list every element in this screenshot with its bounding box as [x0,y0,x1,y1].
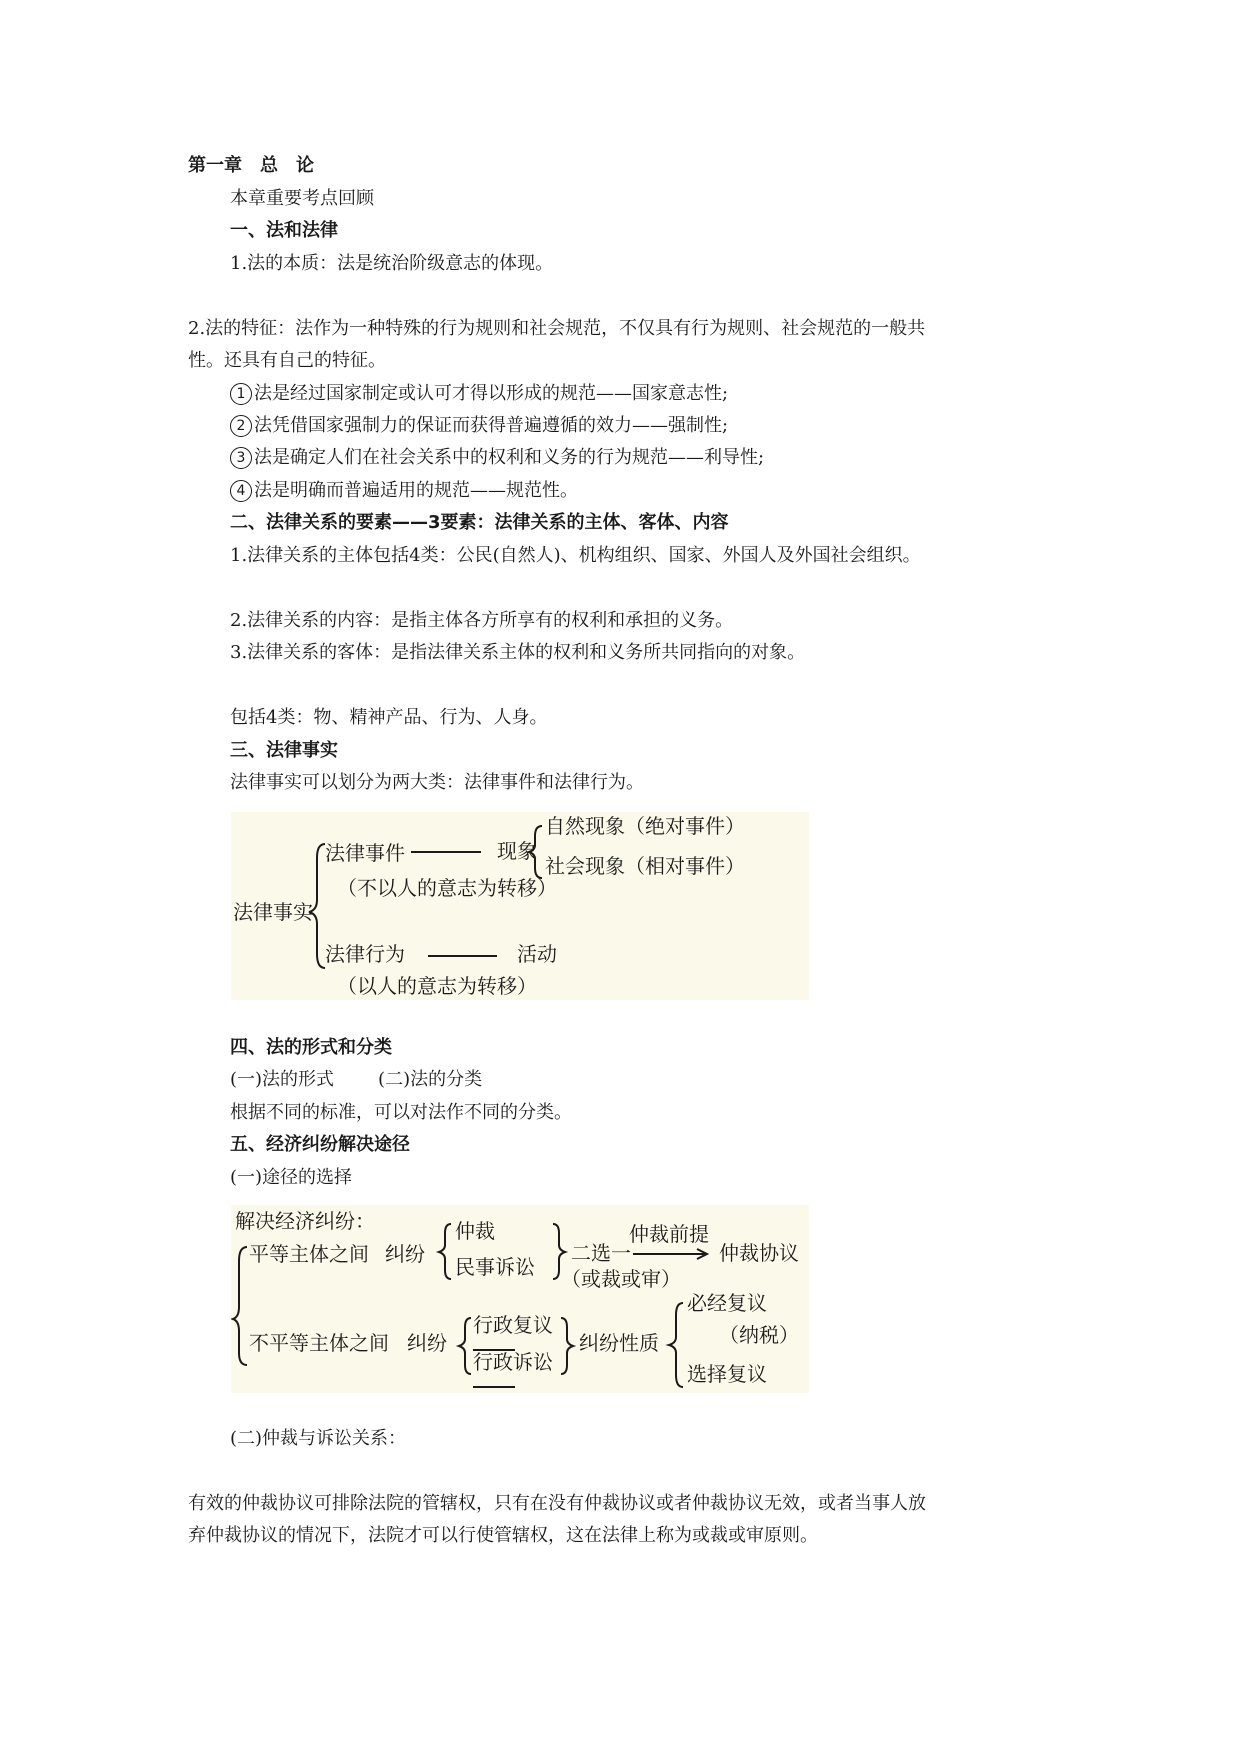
diagram-root: 法律事实 [233,900,313,924]
list-item-text: 法是确定人们在社会关系中的权利和义务的行为规范——利导性; [254,447,765,468]
list-item [230,446,764,470]
review-heading: 本章重要考点回顾 [230,188,374,209]
diagram-dispute: 纠纷 [385,1242,425,1266]
diagram-nature: 纠纷性质 [579,1331,659,1355]
diagram-phenomenon: 现象 [497,839,537,863]
diagram-activity: 活动 [517,942,557,966]
paragraph: 1.法律关系的主体包括4类：公民(自然人)、机构组织、国家、外国人及外国社会组织。 [230,545,921,566]
diagram-act: 法律行为 [325,942,405,966]
nature-brace [669,1303,683,1387]
diagram-arbitration: 仲裁 [455,1219,495,1243]
chapter-title: 第一章 总 论 [188,155,314,176]
circled-number: 2 [230,415,252,437]
list-item [230,479,578,503]
diagram-must-review: 必经复议 [687,1291,767,1315]
subheading: (一)途径的选择 [230,1167,353,1188]
diagram-social: 社会现象（相对事件） [545,854,745,878]
subheading: (二)仲裁与诉讼关系： [230,1428,407,1449]
paragraph: 法律事实可以划分为两大类：法律事件和法律行为。 [230,772,644,793]
section-5-heading: 五、经济纠纷解决途径 [230,1134,410,1155]
diagram-unequal-parties: 不平等主体之间 [249,1331,389,1355]
diagram-admin-review: 行政复议 [473,1313,553,1337]
paragraph: 3.法律关系的客体：是指法律关系主体的权利和义务所共同指向的对象。 [230,642,806,663]
diagram-title: 解决经济纠纷： [235,1209,375,1233]
diagram-natural: 自然现象（绝对事件） [545,814,745,838]
diagram-equal-parties: 平等主体之间 [249,1242,369,1266]
diagram-civil-suit: 民事诉讼 [455,1255,535,1279]
section-2-heading: 二、法律关系的要素——3要素：法律关系的主体、客体、内容 [230,512,729,533]
circled-number: 1 [230,383,252,405]
legal-facts-diagram [231,812,809,1000]
circled-number: 4 [230,480,252,502]
paragraph-row [230,1068,482,1092]
section-3-heading: 三、法律事实 [230,740,338,761]
options-brace-left [439,1224,451,1279]
diagram-dispute: 纠纷 [407,1331,447,1355]
circled-number: 3 [230,447,252,469]
diagram-optional-review: 选择复议 [687,1362,767,1386]
diagram-premise: 仲裁前提 [629,1222,709,1246]
law-classification: (二)法的分类 [378,1069,483,1090]
paragraph: 弃仲裁协议的情况下，法院才可以行使管辖权，这在法律上称为或裁或审原则。 [188,1525,818,1546]
diagram-event: 法律事件 [325,841,405,865]
admin-brace-left [459,1318,471,1374]
diagram-event-note: （不以人的意志为转移） [337,876,557,900]
diagram-choose: 二选一 [571,1241,631,1265]
list-item-text: 法是经过国家制定或认可才得以形成的规范——国家意志性; [254,383,729,404]
list-item-text: 法凭借国家强制力的保证而获得普遍遵循的效力——强制性; [254,415,729,436]
section-4-heading: 四、法的形式和分类 [230,1037,392,1058]
diagram-agreement: 仲裁协议 [719,1241,799,1265]
paragraph: 2.法的特征：法作为一种特殊的行为规则和社会规范，不仅具有行为规则、社会规范的一般共 [188,318,926,339]
law-forms: (一)法的形式 [230,1069,335,1090]
paragraph: 包括4类：物、精神产品、行为、人身。 [230,707,548,728]
dispute-resolution-diagram [231,1205,809,1393]
list-item-text: 法是明确而普遍适用的规范——规范性。 [254,480,578,501]
paragraph: 根据不同的标准，可以对法作不同的分类。 [230,1102,572,1123]
paragraph: 1.法的本质：法是统治阶级意志的体现。 [230,253,554,274]
main-brace [233,1247,247,1365]
list-item [230,382,728,406]
diagram-admin-suit: 行政诉讼 [473,1350,553,1374]
diagram-tax: （纳税） [719,1323,799,1347]
section-1-heading: 一、法和法律 [230,220,338,241]
list-item [230,414,728,438]
diagram-choose-note: （或裁或审） [561,1267,681,1291]
paragraph: 性。还具有自己的特征。 [188,350,386,371]
diagram-act-note: （以人的意志为转移） [337,974,537,998]
paragraph: 2.法律关系的内容：是指主体各方所享有的权利和承担的义务。 [230,610,734,631]
paragraph: 有效的仲裁协议可排除法院的管辖权，只有在没有仲裁协议或者仲裁协议无效，或者当事人放 [188,1493,926,1514]
admin-brace-right [561,1318,573,1374]
